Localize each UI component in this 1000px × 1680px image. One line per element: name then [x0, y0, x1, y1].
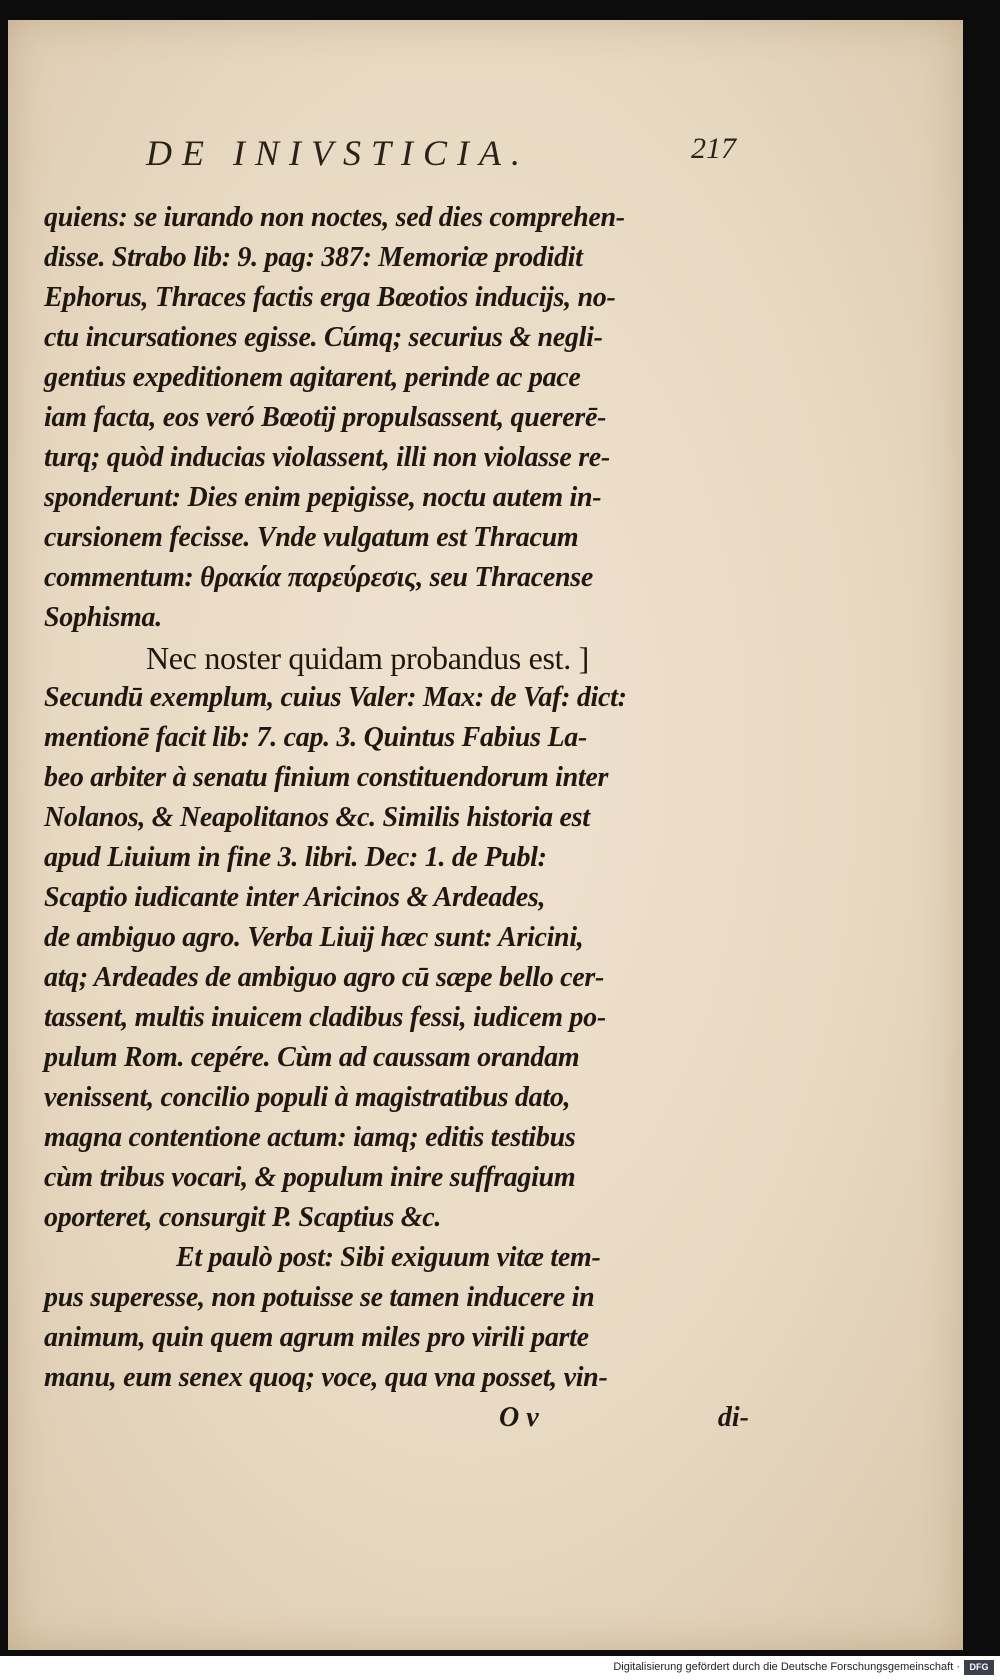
text-line: tassent, multis inuicem cladibus fessi, iudicem po-: [44, 1002, 606, 1033]
text-line: cùm tribus vocari, & populum inire suffragium: [44, 1162, 576, 1193]
text-line: manu, eum senex quoq; voce, qua vna posset, vin-: [44, 1362, 608, 1393]
page-header: [146, 132, 736, 192]
text-line: Sophisma.: [44, 602, 162, 633]
signature-mark: O v: [499, 1402, 539, 1433]
text-line: Ephorus, Thraces factis erga Bœotios inducijs, no-: [44, 282, 616, 313]
catchline: [44, 1398, 749, 1438]
text-line: atq; Ardeades de ambiguo agro cū sæpe bello cer-: [44, 962, 605, 993]
text-line: magna contentione actum: iamq; editis testibus: [44, 1122, 576, 1153]
text-line: cursionem fecisse. Vnde vulgatum est Thracum: [44, 522, 579, 553]
text-line: sponderunt: Dies enim pepigisse, noctu autem in-: [44, 482, 602, 513]
text-line: beo arbiter à senatu finium constituendorum inter: [44, 762, 609, 793]
text-line: mentionē facit lib: 7. cap. 3. Quintus Fabius La-: [44, 722, 588, 753]
text-line: turq; quòd inducias violassent, illi non violasse re-: [44, 442, 610, 473]
indented-line: Et paulò post: Sibi exiguum vitæ tem-: [176, 1242, 601, 1273]
text-line: Nolanos, & Neapolitanos &c. Similis historia est: [44, 802, 590, 833]
book-page: [8, 20, 963, 1650]
page-number: 217: [691, 132, 736, 165]
text-line: animum, quin quem agrum miles pro virili parte: [44, 1322, 589, 1353]
text-line: venissent, concilio populi à magistratibus dato,: [44, 1082, 571, 1113]
catchword: di-: [717, 1402, 749, 1433]
text-line: commentum: θρακία παρεύρεσις, seu Thracense: [44, 562, 593, 593]
text-line: disse. Strabo lib: 9. pag: 387: Memoriæ prodidit: [44, 242, 583, 273]
text-line: ctu incursationes egisse. Cúmq; securius & negli-: [44, 322, 603, 353]
text-line: Secundū exemplum, cuius Valer: Max: de Vaf: dict:: [44, 682, 627, 713]
running-title: DE INIVSTICIA.: [146, 133, 530, 173]
text-line: pulum Rom. cepére. Cùm ad caussam orandam: [44, 1042, 580, 1073]
text-line: gentius expeditionem agitarent, perinde ac pace: [44, 362, 581, 393]
digitization-footer: [0, 1656, 1000, 1680]
text-line: oporteret, consurgit P. Scaptius &c.: [44, 1202, 442, 1233]
text-line: pus superesse, non potuisse se tamen inducere in: [44, 1282, 595, 1313]
text-line: Scaptio iudicante inter Aricinos & Ardeades,: [44, 882, 546, 913]
text-line: apud Liuium in fine 3. libri. Dec: 1. de Publ:: [44, 842, 547, 873]
dfg-logo-icon: DFG: [964, 1660, 994, 1675]
text-line: iam facta, eos veró Bœotij propulsassent, quererē-: [44, 402, 607, 433]
text-line: de ambiguo agro. Verba Liuij hæc sunt: Aricini,: [44, 922, 584, 953]
footer-credit: Digitalisierung gefördert durch die Deutsche Forschungsgemeinschaft ·: [613, 1661, 960, 1673]
body-text: [44, 198, 749, 1438]
text-line: quiens: se iurando non noctes, sed dies comprehen-: [44, 202, 625, 233]
lemma-line: Nec noster quidam probandus est. ]: [146, 640, 590, 676]
